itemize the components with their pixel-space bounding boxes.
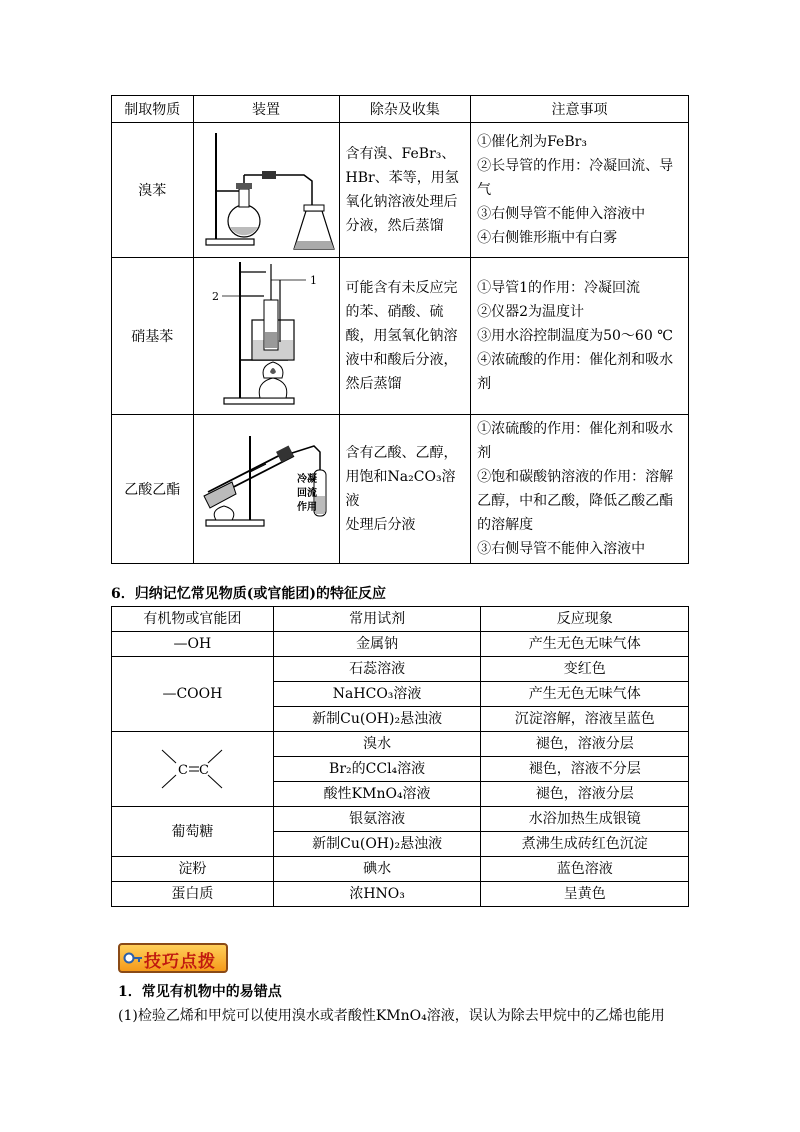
purification-cell: [339, 258, 471, 415]
reagent-cell: NaHCO₃溶液: [273, 682, 481, 707]
text-line: 剂: [477, 376, 492, 392]
figure-label: 作用: [296, 502, 317, 513]
notes-cell: [471, 123, 689, 258]
phenomenon-cell: 蓝色溶液: [481, 857, 689, 882]
text-line: ①催化剂为FeBr₃: [477, 134, 587, 150]
carbon-label: C: [199, 763, 210, 778]
reagent-cell: Br₂的CCl₄溶液: [273, 757, 481, 782]
tips-badge: [118, 943, 228, 973]
phenomenon-cell: 水浴加热生成银镜: [481, 807, 689, 832]
group-name: 葡萄糖: [112, 807, 274, 857]
text-line: ④浓硫酸的作用：催化剂和吸水: [477, 352, 674, 368]
text-line: 酸，用氢氧化钠溶: [345, 328, 458, 344]
figure-label: 回流: [296, 488, 317, 499]
bromobenzene-apparatus-figure: [193, 123, 339, 258]
text-line: ②仪器2为温度计: [477, 304, 585, 320]
text-line: 分液，然后蒸馏: [345, 218, 444, 234]
phenomenon-cell: 褪色，溶液分层: [481, 782, 689, 807]
heading: 1．常见有机物中的易错点: [118, 984, 282, 1000]
text-line: ④右侧锥形瓶中有白雾: [477, 230, 618, 246]
text-line: 液中和酸后分液，: [345, 352, 458, 368]
badge-label: 技巧点拨: [144, 952, 216, 972]
table-row: [112, 857, 689, 882]
purification-cell: [339, 415, 471, 564]
alkene-group-cell: [112, 732, 274, 807]
reagent-cell: 酸性KMnO₄溶液: [273, 782, 481, 807]
phenomenon-cell: 呈黄色: [481, 882, 689, 907]
reagent-cell: 新制Cu(OH)₂悬浊液: [273, 707, 481, 732]
text-line: 氧化钠溶液处理后: [345, 194, 458, 210]
substance-name: 乙酸乙酯: [112, 415, 194, 564]
text-line: ③右侧导管不能伸入溶液中: [477, 541, 646, 557]
text-line: 用饱和Na₂CO₃溶液: [345, 469, 456, 509]
table-row: [112, 807, 689, 832]
ethyl-acetate-apparatus-svg: [194, 416, 339, 562]
preparation-table: [111, 95, 689, 564]
paragraph: (1)检验乙烯和甲烷可以使用溴水或者酸性KMnO₄溶液，误认为除去甲烷中的乙烯也能用: [118, 1008, 665, 1024]
reagent-cell: 金属钠: [273, 632, 481, 657]
reagent-cell: 石蕊溶液: [273, 657, 481, 682]
reagent-cell: 溴水: [273, 732, 481, 757]
table-header-row: [112, 607, 689, 632]
reagent-cell: 新制Cu(OH)₂悬浊液: [273, 832, 481, 857]
group-name: —OH: [112, 632, 274, 657]
header-group: 有机物或官能团: [112, 607, 274, 632]
substance-name: 溴苯: [112, 123, 194, 258]
header-purification: 除杂及收集: [339, 96, 471, 123]
text-line: 的溶解度: [477, 517, 534, 533]
header-notes: 注意事项: [471, 96, 689, 123]
bromobenzene-apparatus-svg: [194, 123, 339, 257]
figure-label: 2: [211, 290, 219, 303]
section-title: 6．归纳记忆常见物质(或官能团)的特征反应: [111, 586, 386, 602]
phenomenon-cell: 产生无色无味气体: [481, 682, 689, 707]
phenomenon-cell: 产生无色无味气体: [481, 632, 689, 657]
table-row: [112, 657, 689, 682]
group-name: 淀粉: [112, 857, 274, 882]
text-line: ③用水浴控制温度为50～60 ℃: [477, 328, 673, 344]
text-line: ②长导管的作用：冷凝回流、导: [477, 158, 674, 174]
phenomenon-cell: 沉淀溶解，溶液呈蓝色: [481, 707, 689, 732]
text-line: 含有乙酸、乙醇，: [345, 445, 458, 461]
header-phenomenon: 反应现象: [481, 607, 689, 632]
text-line: 含有溴、FeBr₃、: [345, 146, 456, 162]
figure-label: 1: [309, 274, 317, 287]
carbon-label: C: [178, 763, 189, 778]
substance-name: 硝基苯: [112, 258, 194, 415]
phenomenon-cell: 褪色，溶液分层: [481, 732, 689, 757]
phenomenon-cell: 褪色，溶液不分层: [481, 757, 689, 782]
text-line: 处理后分液: [345, 517, 416, 533]
phenomenon-cell: 煮沸生成砖红色沉淀: [481, 832, 689, 857]
table-row: [112, 123, 689, 258]
text-line: 可能含有未反应完: [345, 280, 458, 296]
nitrobenzene-apparatus-svg: [194, 258, 339, 414]
reagent-cell: 浓HNO₃: [273, 882, 481, 907]
key-icon: [123, 949, 143, 967]
header-substance: 制取物质: [112, 96, 194, 123]
text-line: HBr、苯等，用氢: [345, 170, 459, 186]
group-name: 蛋白质: [112, 882, 274, 907]
table-row: [112, 882, 689, 907]
text-line: 的苯、硝酸、硫: [345, 304, 444, 320]
header-reagent: 常用试剂: [273, 607, 481, 632]
reagent-cell: 碘水: [273, 857, 481, 882]
figure-label: 冷凝: [296, 474, 317, 485]
text-line: 乙醇，中和乙酸，降低乙酸乙酯: [477, 493, 674, 509]
reaction-table: [111, 606, 689, 907]
table-row: [112, 258, 689, 415]
alkene-structure: [152, 744, 232, 794]
purification-cell: [339, 123, 471, 258]
text-line: 气: [477, 182, 492, 198]
text-line: ②饱和碳酸钠溶液的作用：溶解: [477, 469, 674, 485]
text-line: ③右侧导管不能伸入溶液中: [477, 206, 646, 222]
notes-cell: [471, 415, 689, 564]
reagent-cell: 银氨溶液: [273, 807, 481, 832]
table-header-row: [112, 96, 689, 123]
text-line: ①导管1的作用：冷凝回流: [477, 280, 641, 296]
group-name: —COOH: [112, 657, 274, 732]
table-row: [112, 732, 689, 757]
text-line: 剂: [477, 445, 492, 461]
notes-cell: [471, 258, 689, 415]
ethyl-acetate-apparatus-figure: [193, 415, 339, 564]
text-line: 然后蒸馏: [345, 376, 402, 392]
header-apparatus: 装置: [193, 96, 339, 123]
table-row: [112, 632, 689, 657]
table-row: [112, 415, 689, 564]
nitrobenzene-apparatus-figure: [193, 258, 339, 415]
text-line: ①浓硫酸的作用：催化剂和吸水: [477, 421, 674, 437]
phenomenon-cell: 变红色: [481, 657, 689, 682]
